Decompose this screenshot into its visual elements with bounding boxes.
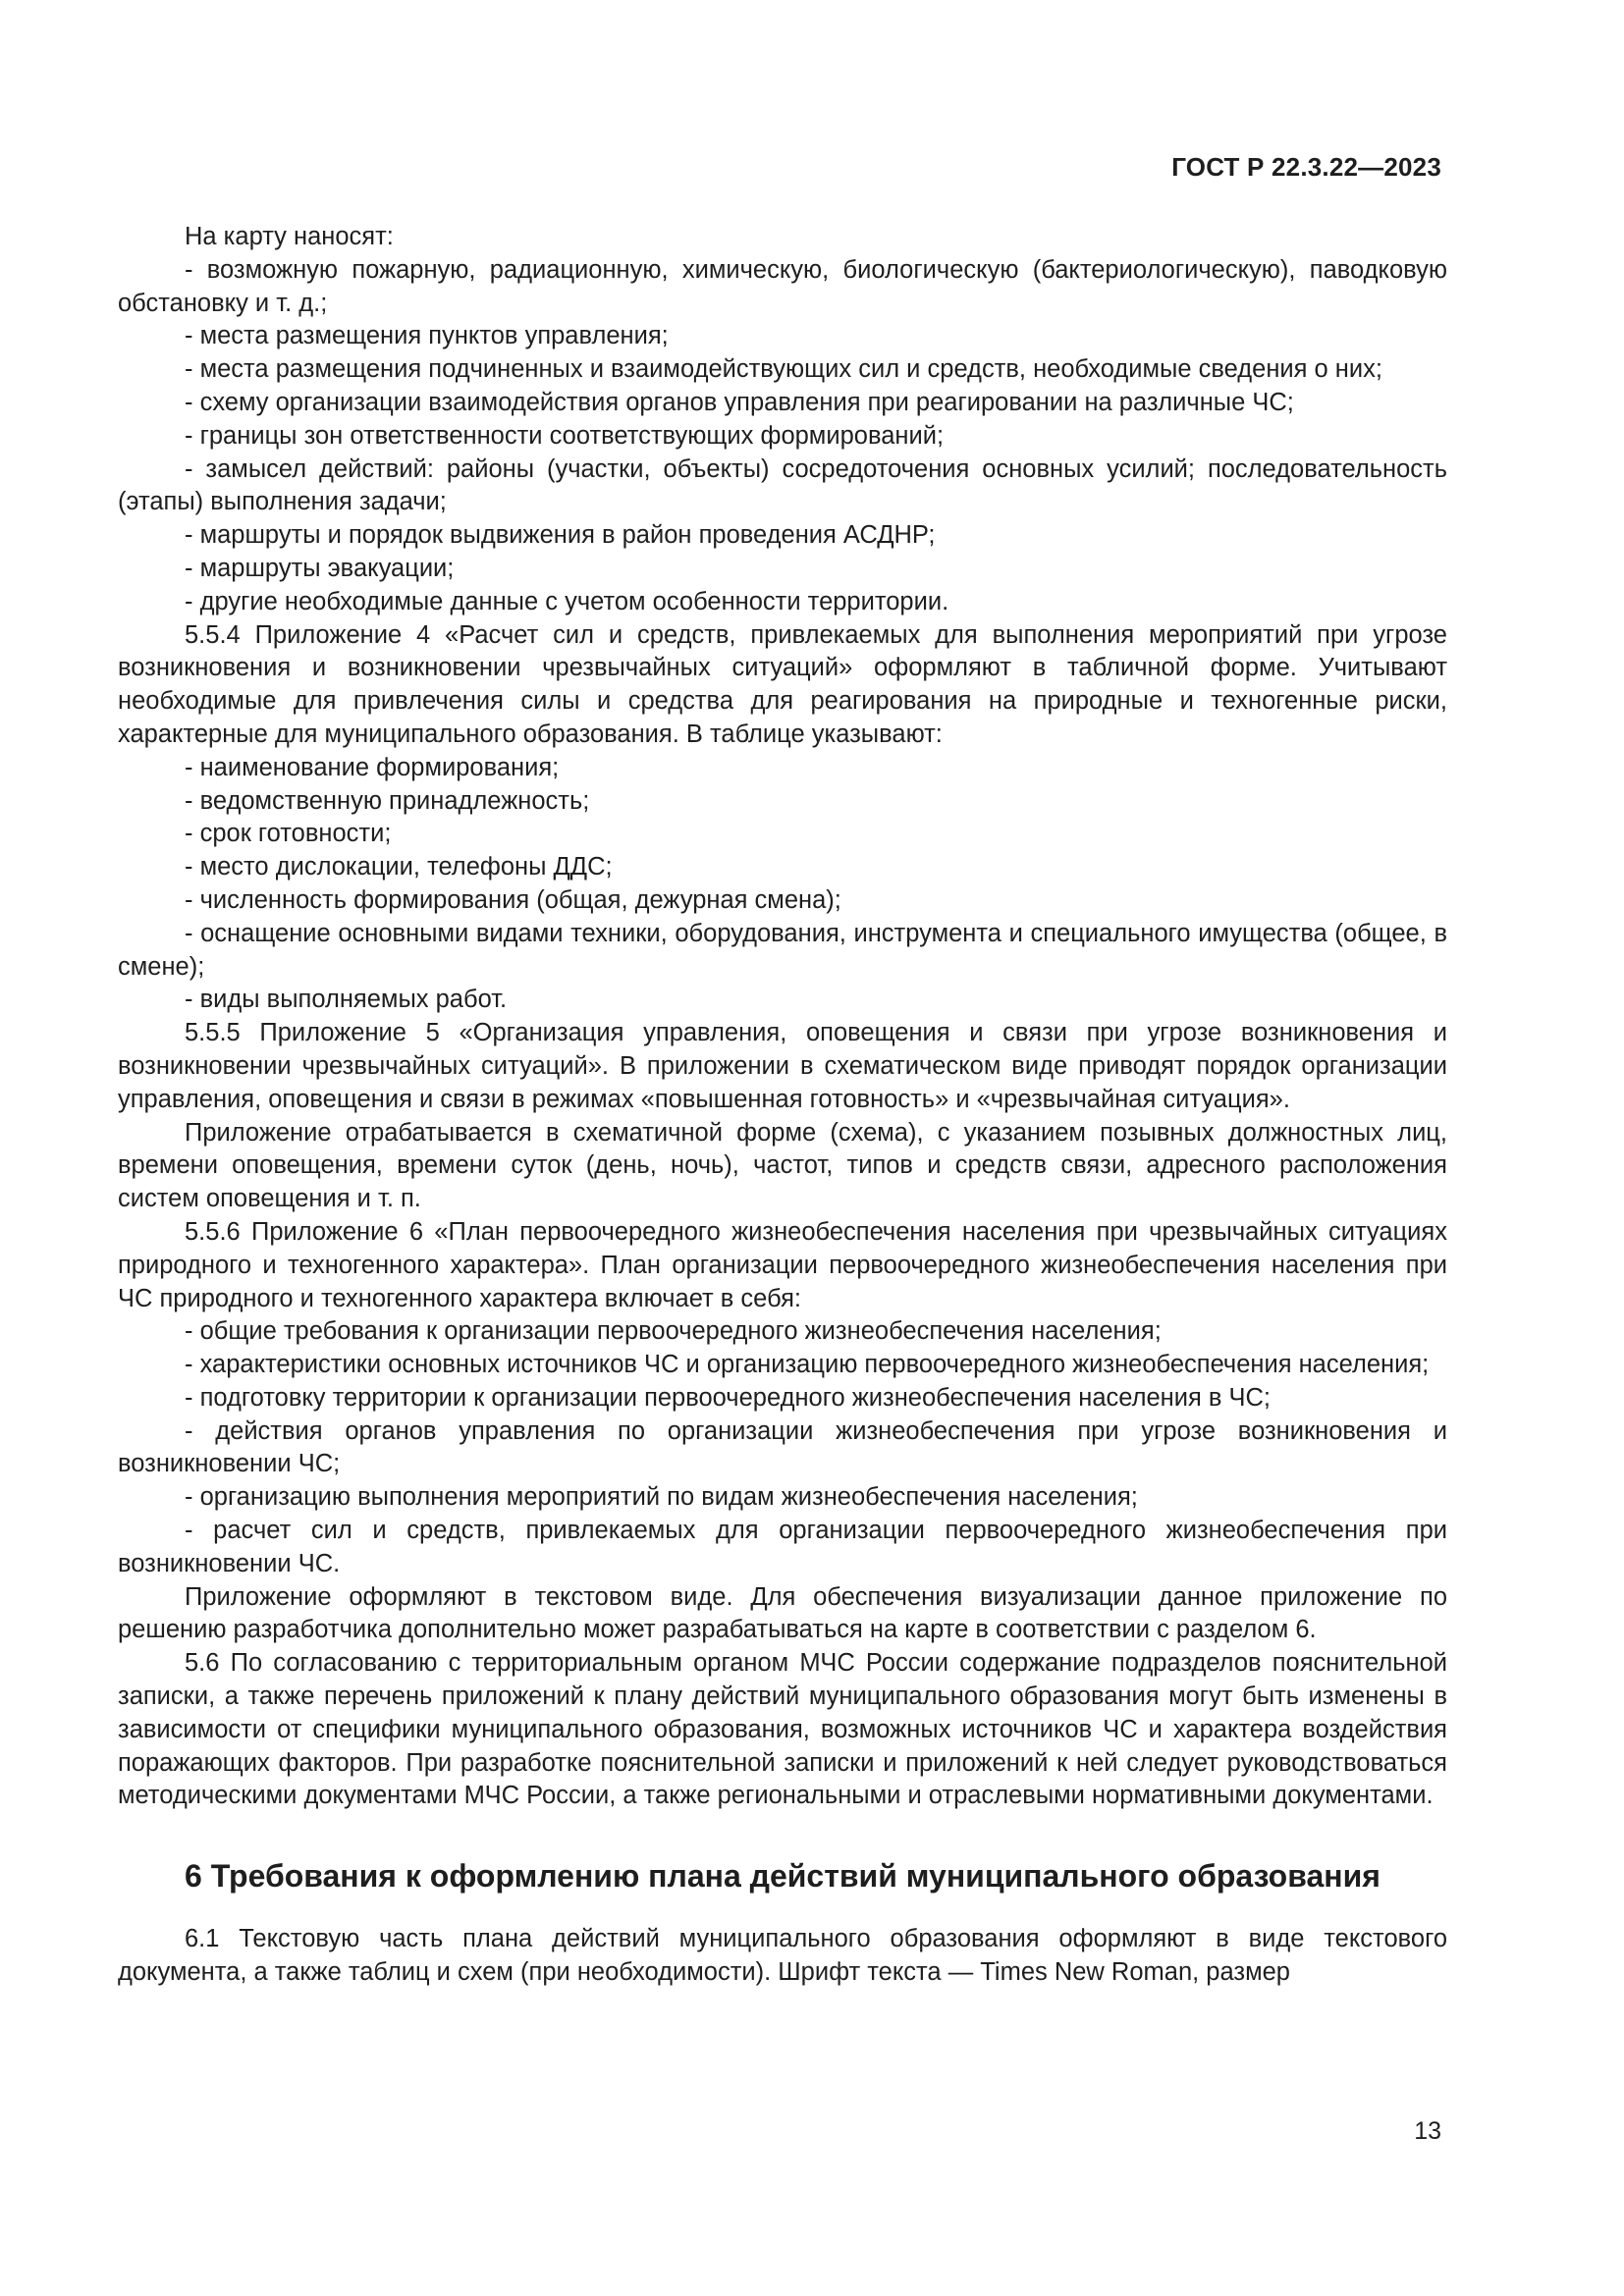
list-item: - наименование формирования; <box>185 753 560 781</box>
paragraph: Приложение отрабатывается в схематичной форме (схема), с указанием позывных должностных лиц, времени оповещения, времени суток (день, ночь), частот, типов и средств связи, адресного расположения систем оповещения и т. п. <box>118 1118 1447 1213</box>
section-heading: 6 Требования к оформлению плана действий муниципального образования <box>185 1858 1380 1895</box>
list-item: - ведомственную принадлежность; <box>185 786 590 815</box>
list-item: - организацию выполнения мероприятий по видам жизнеобеспечения населения; <box>185 1483 1138 1512</box>
list-item: - маршруты и порядок выдвижения в район проведения АСДНР; <box>185 521 936 550</box>
page-number: 13 <box>1414 2117 1441 2145</box>
list-item: - расчет сил и средств, привлекаемых для организации первоочередного жизнеобеспечения при возникновении ЧС. <box>118 1517 1447 1577</box>
list-item: - границы зон ответственности соответствующих формирований; <box>185 421 945 450</box>
paragraph: 5.6 По согласованию с территориальным органом МЧС России содержание подразделов пояснительной записки, а также перечень приложений к плану действий муниципального образования могут быть изменены в зависимости от специфики муниципального образования, возможных источников ЧС и характера воздействия поражающих факторов. При разработке пояснительной записки и приложений к ней следует руководствоваться методическими документами МЧС России, а также региональными и отраслевыми нормативными документами. <box>118 1649 1447 1810</box>
paragraph: 5.5.5 Приложение 5 «Организация управления, оповещения и связи при угрозе возникновения и возникновении чрезвычайных ситуаций». В приложении в схематическом виде приводят порядок организации управления, оповещения и связи в режимах «повышенная готовность» и «чрезвычайная ситуация». <box>118 1019 1447 1113</box>
document-body <box>118 221 1447 1990</box>
list-item: - общие требования к организации первоочередного жизнеобеспечения населения; <box>185 1317 1162 1346</box>
list-item: - возможную пожарную, радиационную, химическую, биологическую (бактериологическую), паводковую обстановку и т. д.; <box>118 255 1447 317</box>
list-item: - виды выполняемых работ. <box>185 986 508 1014</box>
paragraph: Приложение оформляют в текстовом виде. Для обеспечения визуализации данное приложение по решению разработчика дополнительно может разрабатываться на карте в соответствии с разделом 6. <box>118 1582 1447 1644</box>
list-item: - подготовку территории к организации первоочередного жизнеобеспечения населения в ЧС; <box>185 1383 1272 1412</box>
list-item: - место дислокации, телефоны ДДС; <box>185 853 613 881</box>
list-item: - схему организации взаимодействия органов управления при реагировании на различные ЧС; <box>185 388 1294 416</box>
paragraph: 6.1 Текстовую часть плана действий муниципального образования оформляют в виде текстового документа, а также таблиц и схем (при необходимости). Шрифт текста — Times New Roman, размер <box>118 1925 1447 1987</box>
document-code-header: ГОСТ Р 22.3.22—2023 <box>1171 152 1441 182</box>
paragraph: 5.5.6 Приложение 6 «План первоочередного жизнеобеспечения населения при чрезвычайных ситуациях природного и техногенного характера». План организации первоочередного жизнеобеспечения населения при ЧС природного и техногенного характера включает в себя: <box>118 1217 1447 1312</box>
list-item: - замысел действий: районы (участки, объекты) сосредоточения основных усилий; последовательность (этапы) выполнения задачи; <box>118 454 1447 516</box>
list-item: - численность формирования (общая, дежурная смена); <box>185 885 841 914</box>
paragraph: 5.5.4 Приложение 4 «Расчет сил и средств, привлекаемых для выполнения мероприятий при угрозе возникновения и возникновении чрезвычайных ситуаций» оформляют в табличной форме. Учитывают необходимые для привлечения силы и средства для реагирования на природные и техногенные риски, характерные для муниципального образования. В таблице указывают: <box>118 620 1447 748</box>
paragraph: На карту наносят: <box>185 223 394 250</box>
list-item: - характеристики основных источников ЧС и организацию первоочередного жизнеобеспечения населения; <box>185 1351 1430 1379</box>
list-item: - места размещения подчиненных и взаимодействующих сил и средств, необходимые сведения о них; <box>185 355 1382 384</box>
list-item: - места размещения пунктов управления; <box>185 322 669 350</box>
list-item: - действия органов управления по организации жизнеобеспечения при угрозе возникновения и возникновении ЧС; <box>118 1416 1447 1478</box>
list-item: - срок готовности; <box>185 820 392 848</box>
list-item: - другие необходимые данные с учетом особенности территории. <box>185 587 949 615</box>
list-item: - оснащение основными видами техники, оборудования, инструмента и специального имущества (общее, в смене); <box>118 919 1447 981</box>
list-item: - маршруты эвакуации; <box>185 554 455 582</box>
